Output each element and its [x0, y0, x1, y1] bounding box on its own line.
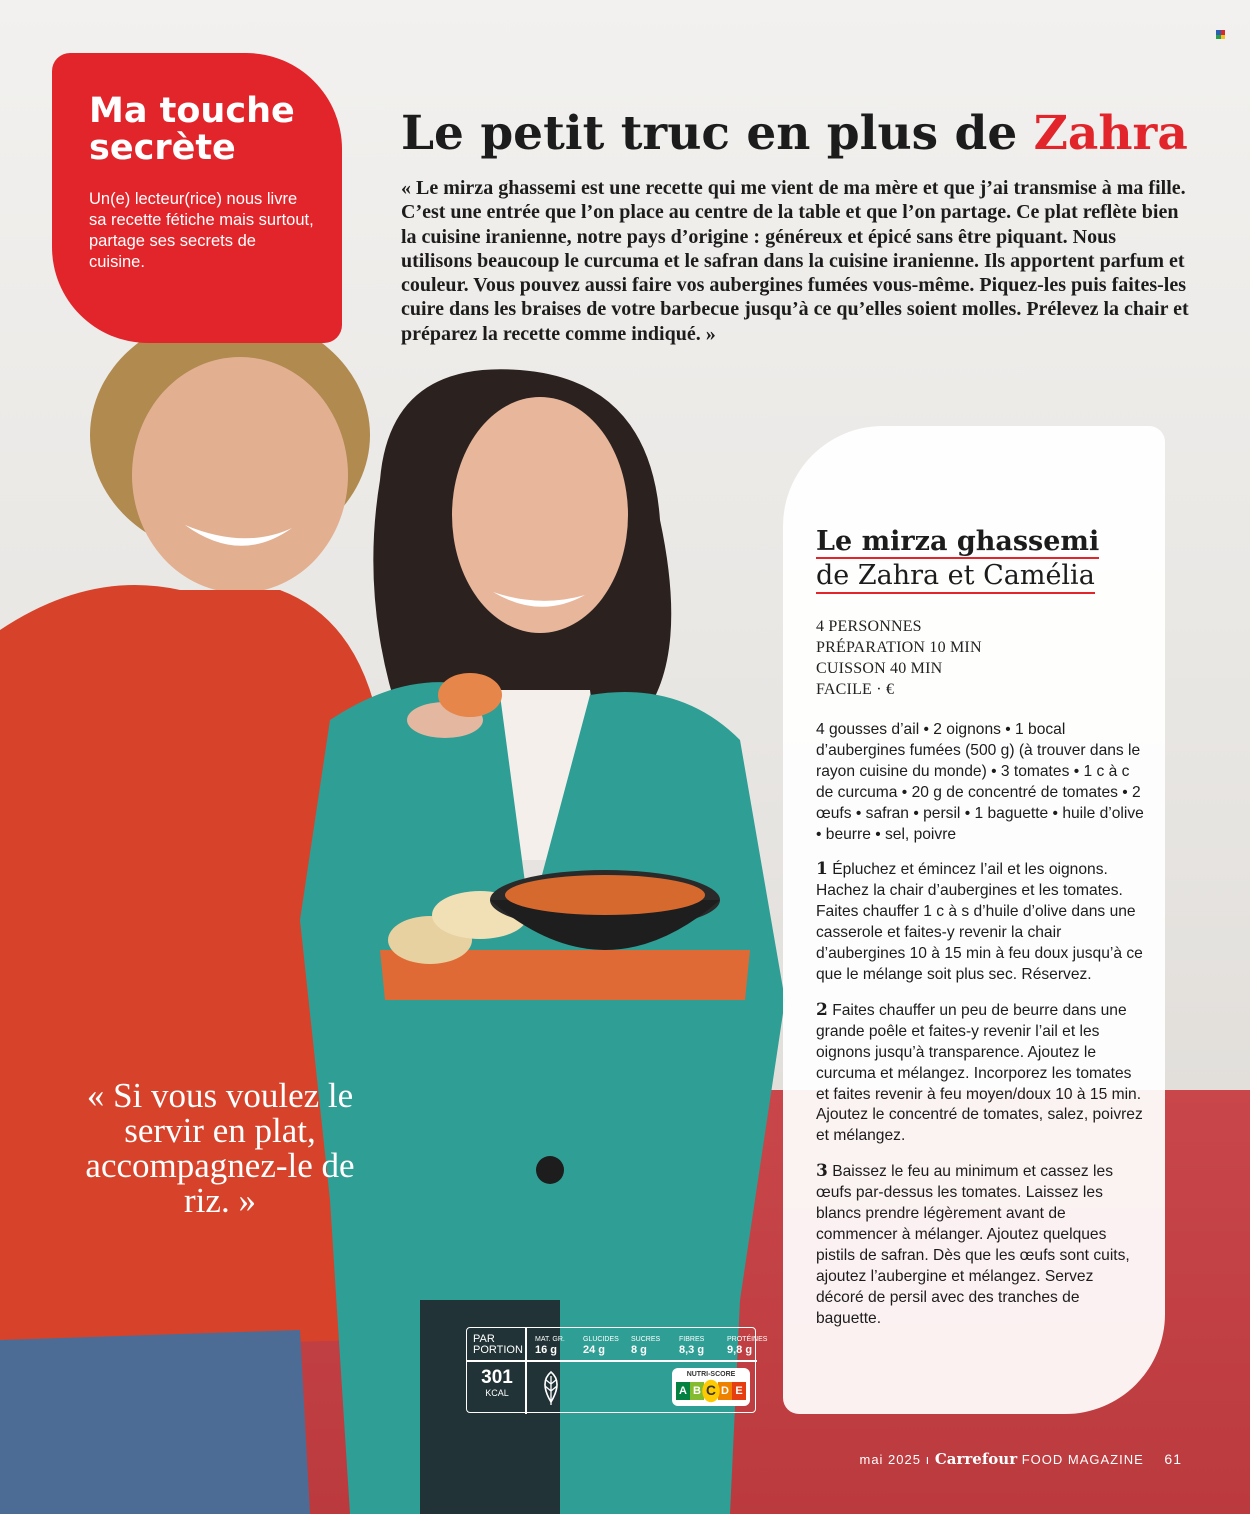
ingredients: 4 gousses d’ail • 2 oignons • 1 bocal d’aubergines fumées (500 g) (à trouver dans le rayon cuisine du monde) • 3 tomates • 1 c à c de curcuma • 20 g de concentré de tomates • 2 œufs • safran • persil • 1 baguette • huile d’olive • beurre • sel, poivre: [816, 721, 1144, 843]
nutrient-label: FIBRES: [679, 1336, 705, 1343]
title-accent: Zahra: [1033, 106, 1188, 161]
nutrient-value: 8,3 g: [679, 1344, 705, 1356]
nutriscore-letter: C: [702, 1380, 720, 1403]
separator: ı: [925, 1452, 935, 1467]
face-right: [452, 397, 628, 633]
nutrient-label: PROTÉINES: [727, 1336, 768, 1343]
nutriscore-bars: [676, 1382, 746, 1400]
nutrition-values: [535, 1336, 768, 1357]
step-number: 1: [816, 859, 828, 880]
nutrition-box: [466, 1327, 768, 1413]
nutrient: [679, 1336, 717, 1357]
prep-time: PRÉPARATION 10 MIN: [816, 639, 982, 656]
nutrient: [631, 1336, 669, 1357]
nutrient: [727, 1336, 768, 1357]
recipe-step: [816, 1000, 1145, 1147]
recipe-title: Le mirza ghassemi: [816, 526, 1100, 557]
jeans: [0, 1330, 310, 1514]
magazine-name: FOOD MAGAZINE: [1021, 1452, 1144, 1467]
nutrient-label: MAT. GR.: [535, 1336, 565, 1343]
divider: [467, 1360, 757, 1362]
nutrient-label: GLUCIDES: [583, 1336, 619, 1343]
page-number: 61: [1164, 1451, 1182, 1467]
title-main: Le petit truc en plus de: [401, 106, 1034, 161]
recipe-subtitle-wrap: [816, 558, 1145, 594]
step-text: Épluchez et émincez l’ail et les oignons. Hachez la chair d’aubergines et les tomates. Faites chauffer 1 c à s d’huile d’olive dans une casserole et faites-y revenir la chair d’aubergines 10 à 15 min à feu doux jusqu’à ce que le mélange soit plus sec. Réservez.: [816, 861, 1143, 983]
nutrient-value: 24 g: [583, 1344, 606, 1356]
nutrient: [535, 1336, 573, 1357]
footer: [859, 1450, 1182, 1468]
recipe-step: [816, 1161, 1145, 1329]
leaf-icon: [537, 1370, 565, 1406]
nutriscore-letter: A: [676, 1382, 690, 1400]
nutriscore-letter: D: [718, 1382, 732, 1400]
intro-quote: « Le mirza ghassemi est une recette qui me vient de ma mère et que j’ai transmise à ma fille. C’est une entrée que l’on place au centre de la table et que l’on partage. Ce plat reflète bien la cuisine iranienne, notre pays d’origine : généreux et épicé sans être piquant. Nous utilisons beaucoup le curcuma et le safran dans la cuisine iranienne. Ils apportent parfum et couleur. Vous pouvez aussi faire vos aubergines fumées vous-même. Piquez-les puis faites-les cuire dans les braises de votre barbecue jusqu’à ce qu’elles soient molles. Prélevez la chair et préparez la recette comme indiqué. »: [401, 177, 1189, 345]
page-title: [401, 104, 1221, 164]
step-number: 3: [816, 1161, 828, 1182]
nutrient-value: 16 g: [535, 1344, 558, 1356]
nutriscore-letter: B: [690, 1382, 704, 1400]
cook-time: CUISSON 40 MIN: [816, 660, 943, 677]
step-number: 2: [816, 999, 828, 1020]
nutriscore: [672, 1368, 750, 1406]
recipe-step: [816, 859, 1145, 985]
box-title: Ma touche secrète: [89, 91, 295, 168]
step-text: Baissez le feu au minimum et cassez les œufs par-dessus les tomates. Laissez les blancs prendre légèrement avant de commencer à mélanger. Ajoutez quelques pistils de safran. Dès que les œufs sont cuits, ajoutez l’aubergine et mélangez. Servez décoré de persil avec des tranches de baguette.: [816, 1163, 1130, 1327]
recipe-card: [783, 426, 1165, 1414]
step-text: Faites chauffer un peu de beurre dans une grande poêle et faites-y revenir l’ail et les oignons jusqu’à transparence. Ajoutez le curcuma et mélangez. Incorporez les tomates et faites revenir à feu moyen/doux 10 à 15 min. Ajoutez le concentré de tomates, salez, poivrez et mélangez.: [816, 1001, 1143, 1145]
recipe-meta: [816, 616, 1145, 700]
portion-label: PAR PORTION: [473, 1333, 523, 1356]
difficulty: FACILE · €: [816, 681, 895, 698]
issue-date: mai 2025: [859, 1452, 921, 1467]
recipe-title-wrap: [816, 526, 1145, 558]
carrefour-logo-icon: [1216, 30, 1225, 39]
divider: [525, 1328, 527, 1414]
kcal-unit: KCAL: [485, 1388, 509, 1398]
nutriscore-letter: E: [732, 1382, 746, 1400]
servings: 4 PERSONNES: [816, 618, 922, 635]
kcal-value: 301: [481, 1367, 513, 1388]
nutrient: [583, 1336, 621, 1357]
face-left: [132, 357, 348, 593]
nutrient-label: SUCRES: [631, 1336, 661, 1343]
nutrient-value: 9,8 g: [727, 1344, 753, 1356]
nutriscore-label: NUTRI-SCORE: [686, 1371, 736, 1378]
secret-box: [52, 53, 342, 343]
pull-quote: « Si vous voulez le servir en plat, accompagnez-le de riz. »: [85, 1076, 355, 1220]
nutrient-value: 8 g: [631, 1344, 647, 1356]
recipe-subtitle: de Zahra et Camélia: [816, 560, 1095, 594]
box-text: Un(e) lecteur(rice) nous livre sa recette fétiche mais surtout, partage ses secrets de cuisine.: [89, 190, 314, 271]
kcal: [475, 1368, 519, 1398]
brand: Carrefour: [934, 1450, 1018, 1468]
